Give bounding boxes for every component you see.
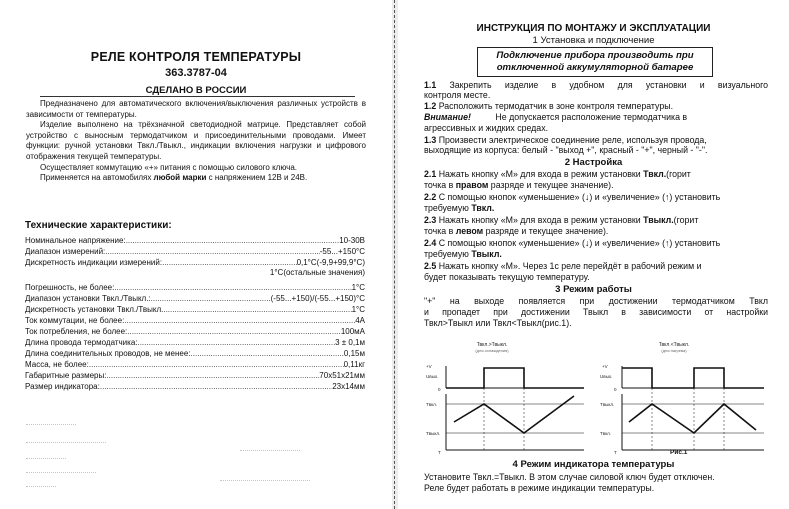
spec-row: Масса, не более: ..... 0,11кг xyxy=(25,360,365,370)
spec-title: Технические характеристики: xyxy=(25,220,172,231)
title-rule xyxy=(40,96,355,97)
left-zero-label: 0 xyxy=(438,387,441,392)
spec-row: Погрешность, не более: ..... 1°C xyxy=(25,283,365,293)
step-1-2: 1.2 Расположить термодатчик в зоне контроля температуры. xyxy=(424,101,674,111)
left-t-off-label: Tвыкл. xyxy=(426,431,441,436)
spec-row: Длина провода термодатчика: ..... 3 ± 0,1м xyxy=(25,338,365,348)
mode-text-2: и пропадет при достижении Твыкл в зависимости от настройки xyxy=(424,307,768,317)
warning-box xyxy=(477,47,713,77)
step-2-3: 2.3 Нажать кнопку «М» для входа в режим установки Твыкл.(горит xyxy=(424,215,699,225)
step-2-1-cont: точка в правом разряде и текущее значение). xyxy=(424,180,614,190)
step-2-3-cont: точка в левом разряде и текущее значение). xyxy=(424,226,609,236)
right-temperature-curve xyxy=(629,404,756,433)
spec-row: Длина соединительных проводов, не менее: ..... 0,15м xyxy=(25,349,365,359)
spec-row: Диапазон измерений: ..... -55...+150°C xyxy=(25,247,365,257)
step-2-1: 2.1 Нажать кнопку «М» для входа в режим установки Твкл.(горит xyxy=(424,169,691,179)
right-zero-label: 0 xyxy=(614,387,617,392)
intro-paragraph: Осуществляет коммутацию «+» питания с помощью силового ключа. xyxy=(40,162,297,172)
step-1-1: 1.1 Закрепить изделие в удобном для установки и визуального xyxy=(424,80,768,90)
spec-row: Габаритные размеры: ..... 70х51х21мм xyxy=(25,371,365,381)
step-2-4: 2.4 С помощью кнопок «уменьшение» (↓) и «увеличение» (↑) установить xyxy=(424,238,721,248)
right-chart-subtitle: (для нагрева) xyxy=(661,348,687,353)
spec-row: Размер индикатора: ..... 23х14мм xyxy=(25,382,365,392)
instruction-title: ИНСТРУКЦИЯ ПО МОНТАЖУ И ЭКСПЛУАТАЦИИ xyxy=(476,23,711,34)
faded-print-area xyxy=(20,420,360,500)
product-code: 363.3787-04 xyxy=(165,67,227,79)
step-2-2-cont: требуемую Твкл. xyxy=(424,203,495,213)
right-t-on-label: Tвкл. xyxy=(600,431,612,436)
step-1-3-cont: выходящие из корпуса: белый - "выход +", красный - "+", черный - "-". xyxy=(424,145,708,155)
step-1-3: 1.3 Произвести электрическое соединение реле, используя провода, xyxy=(424,135,707,145)
spec-row: Диапазон установки Твкл./Твыкл.: ..... (-55...+150)/(-55...+150)°C xyxy=(25,294,365,304)
spec-row: Ток коммутации, не более: ..... 4А xyxy=(25,316,365,326)
section-4-heading: 4 Режим индикатора температуры xyxy=(512,459,675,470)
attention-cont: агрессивных и жидких средах. xyxy=(424,123,549,133)
step-2-5-cont: будет показывать текущую температуру. xyxy=(424,272,590,282)
left-t-on-label: Tвкл. xyxy=(426,402,438,407)
intro-usage: Применяется на автомобилях xyxy=(40,173,154,183)
right-t-off-label: Tвыкл. xyxy=(600,402,615,407)
figure-caption: Рис.1 xyxy=(670,449,688,456)
intro-paragraph: Предназначено для автоматического включения/выключения различных устройств в зависимости от температуры. xyxy=(26,99,366,119)
spec-row: Ток потребления, не более: ..... 100мА xyxy=(25,327,365,337)
intro-text xyxy=(26,99,366,184)
intro-usage-tail: с напряжением 12В и 24В. xyxy=(206,173,308,183)
left-chart xyxy=(446,366,584,450)
attention-line: Внимание! Не допускается расположение термодатчика в xyxy=(424,112,688,122)
mode-text-3: Твкл>Твыкл или Твкл<Твыкл(рис.1). xyxy=(424,318,572,328)
made-in-label: СДЕЛАНО В РОССИИ xyxy=(145,85,247,96)
spec-row: Дискретность установки Твкл./Твыкл. ..... 1°C xyxy=(25,305,365,315)
section-3-heading: 3 Режим работы xyxy=(555,284,632,295)
intro-paragraph: Изделие выполнено на трёхзначной светодиодной матрице. Представляет собой устройство с выносным термодатчиком и присоединительными проводами. Имеет функции: ручной установки Твкл./Твыкл., индикации включения нагрузки и цифрового отображения текущей температуры. xyxy=(26,120,366,161)
right-uout-label: Uвых. xyxy=(600,374,613,379)
right-chart-title: Твкл.<Твыкл. xyxy=(658,342,690,348)
right-chart xyxy=(622,366,764,450)
intro-paragraph xyxy=(26,173,366,184)
left-t-axis-label: T xyxy=(438,450,441,455)
indicator-text-2: Реле будет работать в режиме индикации температуры. xyxy=(424,483,655,493)
left-chart-subtitle: (для охлаждения) xyxy=(475,348,509,353)
left-temperature-curve xyxy=(454,396,574,433)
left-plus-v-label: +V xyxy=(426,364,432,369)
spec-row: Дискретность индикации измерений: ..... 0,1°C(-9,9+99,9°C) 1°C(остальные значения) xyxy=(25,258,365,268)
right-t-axis-label: T xyxy=(614,450,617,455)
page-divider-line xyxy=(394,0,395,509)
right-output-signal xyxy=(622,368,764,388)
warning-line: Подключение прибора производить при xyxy=(496,50,694,61)
left-page xyxy=(0,0,392,509)
step-2-2: 2.2 С помощью кнопок «уменьшение» (↓) и «увеличение» (↑) установить xyxy=(424,192,721,202)
intro-usage-bold: любой марки xyxy=(153,173,207,183)
warning-line: отключенной аккумуляторной батарее xyxy=(496,62,694,73)
right-plus-v-label: +V xyxy=(602,364,608,369)
step-1-1-cont: контроля месте. xyxy=(424,90,491,100)
spec-row: Номинальное напряжение: ..... 10-30В xyxy=(25,236,365,246)
section-2-heading: 2 Настройка xyxy=(564,157,623,168)
section-1-heading: 1 Установка и подключение xyxy=(532,35,655,46)
figure-1-diagram xyxy=(424,338,779,456)
step-2-5: 2.5 Нажать кнопку «М». Через 1с реле перейдёт в рабочий режим и xyxy=(424,261,702,271)
indicator-text-1: Установите Твкл.=Твыкл. В этом случае силовой ключ будет отключен. xyxy=(424,472,715,482)
left-output-signal xyxy=(446,368,584,388)
left-chart-title: Твкл.>Твыкл. xyxy=(476,342,508,348)
left-uout-label: Uвых. xyxy=(426,374,439,379)
mode-text-1: "+" на выходе появляется при достижении термодатчиком Твкл xyxy=(424,296,768,306)
step-2-4-cont: требуемую Твыкл. xyxy=(424,249,502,259)
product-title: РЕЛЕ КОНТРОЛЯ ТЕМПЕРАТУРЫ xyxy=(90,50,302,64)
